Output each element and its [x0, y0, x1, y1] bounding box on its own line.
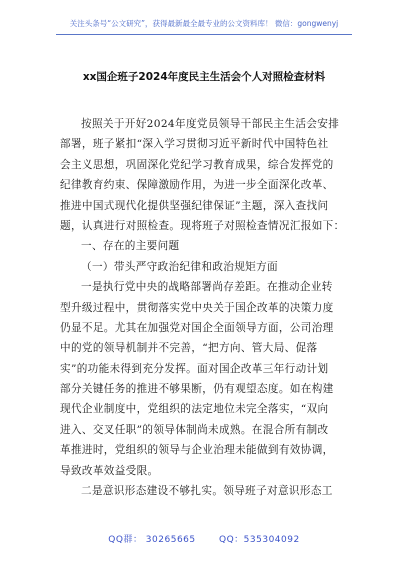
body-line: 中的党的领导机制并不完善，“把方向、管大局、促落	[60, 342, 318, 355]
body-line: 部分关键任务的推进不够果断，仍有观望态度。如在构建	[60, 383, 334, 396]
header-divider	[56, 34, 352, 35]
body-line: 按照关于开好2024年度党员领导干部民主生活会安排	[81, 118, 340, 130]
body-line: 部署，班子紧扣“深入学习贯彻习近平新时代中国特色社	[60, 138, 329, 151]
body-line: 型升级过程中，贯彻落实党中央关于国企改革的决策力度	[60, 301, 334, 314]
body-line: 进入、交叉任职”的领导体制尚未成熟。在混合所有制改	[60, 423, 329, 436]
body-line: 二是意识形态建设不够扎实。领导班子对意识形态工	[81, 485, 333, 498]
document-body	[60, 114, 350, 501]
body-line: 革推进时，党组织的领导与企业治理未能做到有效协调，	[60, 444, 334, 457]
body-line: 一是执行党中央的战略部署尚存差距。在推动企业转	[81, 281, 333, 294]
qq-number-label: QQ：535304092	[219, 535, 300, 545]
body-line: 导致改革效益受限。	[60, 464, 159, 477]
body-line: 会主义思想，巩固深化党纪学习教育成果，综合发挥党的	[60, 158, 334, 171]
section-heading: 一、存在的主要问题	[81, 240, 180, 253]
body-line: 实”的功能未得到充分发挥。面对国企改革三年行动计划	[60, 362, 329, 375]
document-title: xx国企班子2024年度民主生活会个人对照检查材料	[82, 71, 326, 83]
body-line: 现代企业制度中，党组织的法定地位未完全落实，“双向	[60, 403, 329, 416]
body-line: 仍显不足。尤其在加强党对国企全面领导方面，公司治理	[60, 321, 334, 334]
contact-footer	[0, 532, 408, 545]
promo-header: 关注头条号“公文研究”，获得最新最全最专业的公文资料库！ 微信：gongwenyj	[69, 19, 339, 28]
subsection-heading: （一）带头严守政治纪律和政治规矩方面	[81, 260, 278, 273]
body-line: 题，认真进行对照检查。现将班子对照检查情况汇报如下：	[60, 219, 345, 232]
body-line: 推进中国式现代化提供坚强纪律保证”主题，深入查找问	[60, 199, 329, 212]
qq-group-label: QQ群： 30265665	[108, 535, 196, 545]
body-line: 纪律教育约束、保障激励作用，为进一步全面深化改革、	[60, 179, 334, 192]
